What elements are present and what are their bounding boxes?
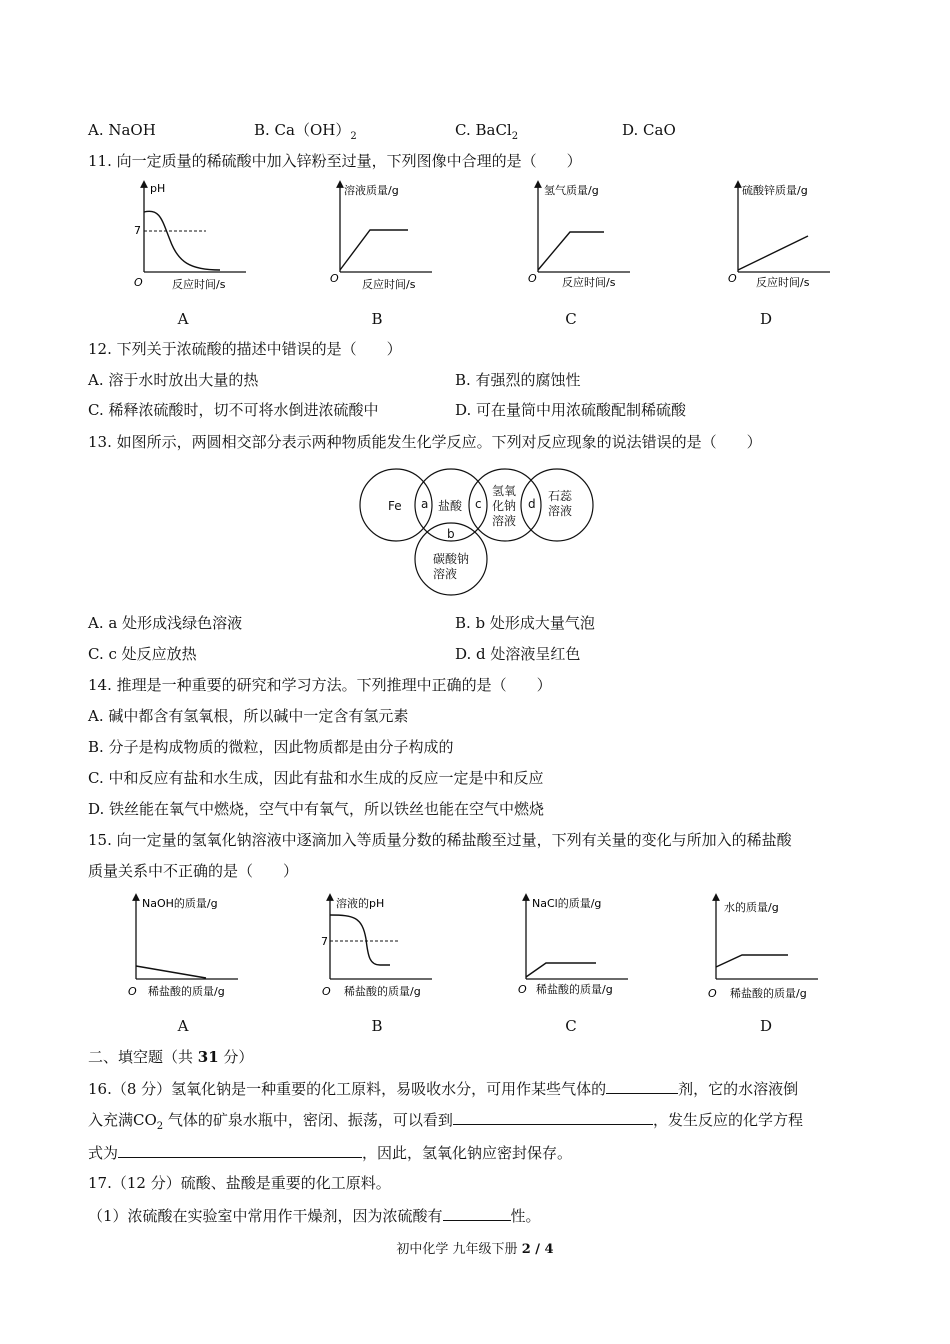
q14-option-a: A. 碱中都含有氢氧根，所以碱中一定含有氢元素 xyxy=(88,707,409,725)
q13-circle-diagram xyxy=(355,462,600,602)
q11-label-b: B xyxy=(371,310,383,328)
q15-label-b: B xyxy=(371,1017,383,1035)
svg-text:7: 7 xyxy=(321,935,328,948)
svg-text:稀盐酸的质量/g: 稀盐酸的质量/g xyxy=(730,987,807,1000)
q13-stem: 13. 如图所示，两圆相交部分表示两种物质能发生化学反应。下列对反应现象的说法错误的是（ ） xyxy=(88,433,762,451)
q11-graph-b xyxy=(328,180,438,292)
q16-blank-3[interactable] xyxy=(118,1142,362,1158)
svg-text:碳酸钠: 碳酸钠 xyxy=(433,552,470,566)
q13-option-d: D. d 处溶液呈红色 xyxy=(455,645,581,663)
q15-graph-b xyxy=(318,893,438,1003)
svg-text:O: O xyxy=(518,983,527,996)
q11-label-d: D xyxy=(759,310,773,328)
svg-text:pH: pH xyxy=(150,182,166,195)
q11-label-a: A xyxy=(177,310,189,328)
svg-text:溶液质量/g: 溶液质量/g xyxy=(344,184,399,197)
q15-graph-d xyxy=(704,893,824,1003)
q10-option-d: D. CaO xyxy=(622,121,676,139)
svg-text:O: O xyxy=(528,272,537,285)
svg-text:盐酸: 盐酸 xyxy=(438,499,463,513)
q16-line1: 16.（8 分）氢氧化钠是一种重要的化工原料，易吸收水分，可用作某些气体的 剂，它的水溶液倒 xyxy=(88,1080,799,1098)
page-footer: 初中化学 九年级下册 2 / 4 xyxy=(396,1242,554,1257)
q11-graph-c xyxy=(526,180,636,292)
q12-stem: 12. 下列关于浓硫酸的描述中错误的是（ ） xyxy=(88,340,402,358)
svg-text:稀盐酸的质量/g: 稀盐酸的质量/g xyxy=(536,983,613,996)
q16-line3: 式为 ，因此，氢氧化钠应密封保存。 xyxy=(88,1144,573,1162)
svg-text:溶液: 溶液 xyxy=(548,504,573,518)
svg-text:O: O xyxy=(708,987,717,1000)
svg-text:硫酸锌质量/g: 硫酸锌质量/g xyxy=(742,184,808,197)
q10-option-b: B. $Ca(OH)_2$ xyxy=(254,121,357,142)
svg-text:a: a xyxy=(421,497,429,511)
section-heading-fill-in: 二、填空题（共 31 分） xyxy=(88,1048,254,1066)
svg-text:溶液: 溶液 xyxy=(492,514,517,528)
svg-text:反应时间/s: 反应时间/s xyxy=(362,278,416,291)
svg-text:反应时间/s: 反应时间/s xyxy=(756,276,810,289)
q15-stem-line1: 15. 向一定量的氢氧化钠溶液中逐滴加入等质量分数的稀盐酸至过量，下列有关量的变化与所加入的稀盐酸 xyxy=(88,831,792,849)
q11-graph-a xyxy=(130,180,250,292)
svg-text:水的质量/g: 水的质量/g xyxy=(724,901,779,914)
q17-part1: （1）浓硫酸在实验室中常用作干燥剂，因为浓硫酸有 性。 xyxy=(88,1207,541,1225)
q17-stem: 17.（12 分）硫酸、盐酸是重要的化工原料。 xyxy=(88,1174,391,1192)
q14-option-c: C. 中和反应有盐和水生成，因此有盐和水生成的反应一定是中和反应 xyxy=(88,769,544,787)
svg-text:NaOH的质量/g: NaOH的质量/g xyxy=(142,897,218,910)
q11-stem: 11. 向一定质量的稀硫酸中加入锌粉至过量，下列图像中合理的是（ ） xyxy=(88,152,582,170)
svg-text:稀盐酸的质量/g: 稀盐酸的质量/g xyxy=(344,985,421,998)
q15-label-c: C xyxy=(565,1017,577,1035)
q13-option-a: A. a 处形成浅绿色溶液 xyxy=(88,614,243,632)
svg-text:O: O xyxy=(128,985,137,998)
svg-text:溶液的pH: 溶液的pH xyxy=(336,897,385,910)
q14-option-b: B. 分子是构成物质的微粒，因此物质都是由分子构成的 xyxy=(88,738,454,756)
svg-text:溶液: 溶液 xyxy=(433,567,458,581)
q17-blank-1[interactable] xyxy=(443,1205,511,1221)
q16-blank-1[interactable] xyxy=(606,1078,678,1094)
svg-text:O: O xyxy=(330,272,339,285)
svg-text:O: O xyxy=(322,985,331,998)
q15-label-d: D xyxy=(759,1017,773,1035)
q11-label-c: C xyxy=(565,310,577,328)
q16-blank-2[interactable] xyxy=(453,1109,653,1125)
q12-option-b: B. 有强烈的腐蚀性 xyxy=(455,371,581,389)
q15-label-a: A xyxy=(177,1017,189,1035)
q14-stem: 14. 推理是一种重要的研究和学习方法。下列推理中正确的是（ ） xyxy=(88,676,552,694)
svg-text:化钠: 化钠 xyxy=(492,499,517,513)
q12-option-c: C. 稀释浓硫酸时，切不可将水倒进浓硫酸中 xyxy=(88,401,379,419)
svg-text:氢气质量/g: 氢气质量/g xyxy=(544,184,599,197)
svg-text:O: O xyxy=(134,276,143,289)
q11-graph-d xyxy=(726,180,836,292)
q15-graph-a xyxy=(124,893,244,1003)
q15-graph-c xyxy=(514,893,634,1003)
q13-option-c: C. c 处反应放热 xyxy=(88,645,197,663)
q14-option-d: D. 铁丝能在氧气中燃烧，空气中有氧气，所以铁丝也能在空气中燃烧 xyxy=(88,800,545,818)
svg-text:O: O xyxy=(728,272,737,285)
svg-text:反应时间/s: 反应时间/s xyxy=(562,276,616,289)
q12-option-d: D. 可在量筒中用浓硫酸配制稀硫酸 xyxy=(455,401,687,419)
svg-text:d: d xyxy=(528,497,536,511)
svg-text:NaCl的质量/g: NaCl的质量/g xyxy=(532,897,602,910)
q16-line2: 入充满$CO_2$ 气体的矿泉水瓶中，密闭、振荡，可以看到 ，发生反应的化学方程 xyxy=(88,1111,803,1132)
q10-option-a: A. NaOH xyxy=(88,121,156,139)
svg-text:b: b xyxy=(447,527,455,541)
svg-text:Fe: Fe xyxy=(388,499,402,513)
svg-text:氢氧: 氢氧 xyxy=(492,484,517,498)
q10-option-c: C. BaCl$_2$ xyxy=(455,121,519,142)
svg-text:石蕊: 石蕊 xyxy=(548,489,573,503)
q15-stem-line2: 质量关系中不正确的是（ ） xyxy=(88,862,299,880)
q13-option-b: B. b 处形成大量气泡 xyxy=(455,614,595,632)
svg-text:c: c xyxy=(475,497,482,511)
svg-text:反应时间/s: 反应时间/s xyxy=(172,278,226,291)
q12-option-a: A. 溶于水时放出大量的热 xyxy=(88,371,259,389)
svg-text:7: 7 xyxy=(134,224,141,237)
svg-text:稀盐酸的质量/g: 稀盐酸的质量/g xyxy=(148,985,225,998)
